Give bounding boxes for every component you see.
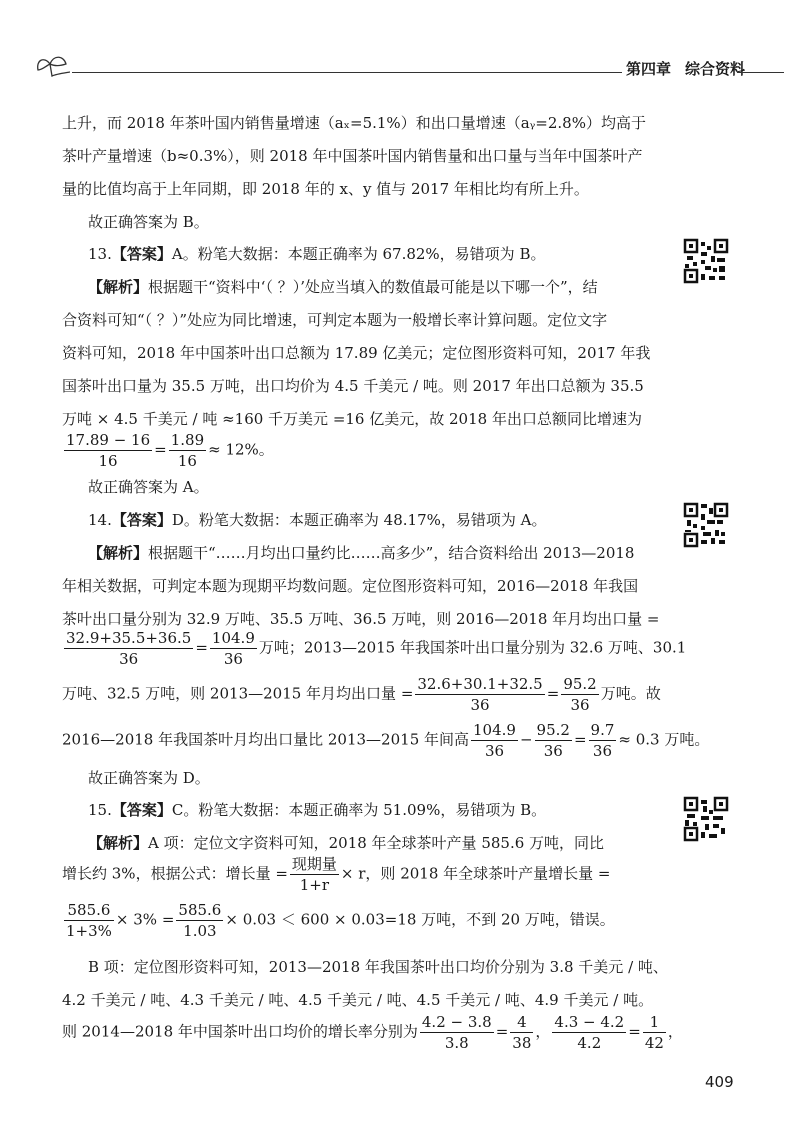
q-number: 13.	[88, 245, 112, 263]
denominator: 36	[592, 742, 612, 760]
numerator: 9.7	[590, 721, 615, 739]
numerator: 95.2	[563, 675, 597, 693]
text: × r，则 2018 年全球茶叶产量增长量 =	[340, 864, 611, 883]
text-line: B 项：定位图形资料可知，2013—2018 年我国茶叶出口均价分别为 3.8 千美元 / 吨、	[88, 958, 668, 976]
chapter-label: 第四章	[626, 60, 672, 78]
denominator: 36	[119, 650, 139, 668]
text-line: 资料可知，2018 年中国茶叶出口总额为 17.89 亿美元；定位图形资料可知，2017 年我	[62, 344, 651, 362]
text: 根据题干“……月均出口量约比……高多少”，结合资料给出 2013—2018	[148, 544, 635, 562]
text: A 项：定位文字资料可知，2018 年全球茶叶产量 585.6 万吨，同比	[148, 834, 605, 852]
formula-line	[62, 900, 615, 941]
separator: ，	[667, 1022, 683, 1041]
denominator: 1+3%	[66, 922, 112, 940]
numerator: 104.9	[211, 629, 255, 647]
q-number: 14.	[88, 511, 112, 529]
text: 万吨、32.5 万吨，则 2013—2015 年月均出口量 =	[62, 684, 414, 703]
denominator: 36	[570, 696, 590, 714]
chapter-title	[626, 58, 759, 79]
text: × 0.03 ＜ 600 × 0.03=18 万吨，不到 20 万吨，错误。	[225, 910, 615, 929]
text-line: 上升，而 2018 年茶叶国内销售量增速（aₓ=5.1%）和出口量增速（aᵧ=2.8%）均高于	[62, 114, 646, 132]
text: 2016—2018 年我国茶叶月均出口量比 2013—2015 年间高	[62, 730, 470, 749]
text-line: 年相关数据，可判定本题为现期平均数问题。定位图形资料可知，2016—2018 年我国	[62, 577, 639, 595]
text-line: 国茶叶出口量为 35.5 万吨，出口均价为 4.5 千美元 / 吨。则 2017 年出口总额为 35.5	[62, 377, 644, 395]
text: 增长约 3%，根据公式：增长量 =	[62, 864, 288, 883]
q15-answer	[88, 799, 546, 821]
header-rule-right	[737, 72, 784, 73]
fraction	[643, 1012, 666, 1053]
fraction	[169, 430, 206, 471]
answer-text: D。粉笔大数据：本题正确率为 48.17%，易错项为 A。	[171, 511, 547, 529]
equals: =	[154, 440, 167, 459]
numerator: 4.2 − 3.8	[421, 1013, 492, 1031]
result: ≈ 12%。	[208, 440, 274, 459]
formula-line: 则 2014—2018 年中国茶叶出口均价的增长率分别为 $\frac{4.2 - 3.8}{3.8}$ = $\frac{4}{38}$ ， $\frac{4.3 - 4.2}{4.2}$ = $\frac{1}{42}$ ，	[62, 1013, 683, 1052]
qr-code-icon	[683, 796, 729, 842]
q-number: 15.	[88, 801, 112, 819]
numerator: 现期量	[291, 855, 337, 873]
qr-code[interactable]	[683, 502, 729, 548]
formula-line	[62, 854, 610, 895]
section-label: 综合资料	[685, 60, 746, 78]
numerator: 1.89	[170, 431, 205, 449]
separator: ，	[535, 1022, 551, 1041]
text-line: 茶叶出口量分别为 32.9 万吨、35.5 万吨、36.5 万吨，则 2016—2018 年月均出口量 =	[62, 610, 660, 628]
fraction	[561, 674, 598, 715]
denominator: 36	[223, 650, 243, 668]
qr-code-icon	[683, 502, 729, 548]
fraction	[589, 720, 617, 761]
qr-code-icon	[683, 238, 729, 284]
denominator: 3.8	[444, 1034, 469, 1052]
text-line: 4.2 千美元 / 吨、4.3 千美元 / 吨、4.5 千美元 / 吨、4.5 千美元 / 吨、4.9 千美元 / 吨。	[62, 991, 654, 1009]
answer-tag: 【答案】	[111, 511, 172, 529]
conclusion: 故正确答案为 B。	[88, 213, 209, 231]
q13-answer	[88, 243, 545, 265]
denominator: 1.03	[183, 922, 217, 940]
fraction	[415, 674, 544, 715]
answer-tag: 【答案】	[111, 245, 172, 263]
page-number: 409	[705, 1073, 734, 1091]
formula-line: $\frac{32.9+35.5+36.5}{36}$ = $\frac{104.9}{36}$ 万吨；2013—2015 年我国茶叶出口量分别为 32.6 万吨、30.1	[66, 629, 687, 668]
text: 则 2014—2018 年中国茶叶出口均价的增长率分别为	[62, 1022, 418, 1041]
text-line: 合资料可知“（ ？）”处应为同比增速，可判定本题为一般增长率计算问题。定位文字	[62, 311, 608, 329]
fraction	[64, 430, 152, 471]
header-rule	[72, 72, 622, 73]
qr-code[interactable]	[683, 796, 729, 842]
analysis-tag: 【解析】	[88, 278, 149, 296]
q14-analysis	[88, 542, 634, 564]
answer-text: C。粉笔大数据：本题正确率为 51.09%，易错项为 B。	[171, 801, 547, 819]
numerator: 32.9+35.5+36.5	[66, 629, 192, 647]
fraction	[510, 1012, 533, 1053]
denominator: 16	[177, 452, 197, 470]
numerator: 4.3 − 4.2	[554, 1013, 625, 1031]
numerator: 1	[643, 1012, 666, 1033]
answer-text: A。粉笔大数据：本题正确率为 67.82%，易错项为 B。	[171, 245, 546, 263]
text-line: 万吨 × 4.5 千美元 / 吨 ≈160 千万美元 =16 亿美元，故 2018 年出口总额同比增速为	[62, 410, 642, 428]
denominator: 42	[644, 1034, 664, 1052]
numerator: 32.6+30.1+32.5	[417, 675, 543, 693]
page-header	[34, 52, 784, 92]
numerator: 17.89 − 16	[66, 431, 151, 449]
denominator: 16	[98, 452, 118, 470]
text-line: 量的比值均高于上年同期，即 2018 年的 x、y 值与 2017 年相比均有所上升。	[62, 180, 589, 198]
numerator: 4	[510, 1012, 533, 1033]
fraction	[290, 854, 339, 895]
conclusion: 故正确答案为 D。	[88, 769, 210, 787]
fraction	[552, 1012, 626, 1053]
denominator: 36	[543, 742, 563, 760]
formula-line: 万吨、32.5 万吨，则 2013—2015 年月均出口量 = $\frac{32.6+30.1+32.5}{36}$ = $\frac{95.2}{36}$ 万吨。故	[62, 675, 661, 714]
leaf-icon	[34, 52, 70, 82]
formula-line	[62, 430, 274, 471]
q14-answer	[88, 509, 546, 531]
numerator: 104.9	[473, 721, 516, 739]
fraction	[64, 900, 114, 941]
numerator: 585.6	[64, 900, 114, 921]
text: × 3% =	[115, 910, 175, 929]
fraction	[64, 628, 193, 669]
q13-analysis	[88, 276, 598, 298]
denominator: 38	[512, 1034, 532, 1052]
denominator: 4.2	[577, 1034, 602, 1052]
denominator: 1+r	[299, 876, 330, 894]
text-line: 茶叶产量增速（b≈0.3%），则 2018 年中国茶叶国内销售量和出口量与当年中国茶叶产	[62, 147, 643, 165]
fraction	[471, 720, 518, 761]
numerator: 95.2	[536, 721, 570, 739]
numerator: 585.6	[178, 901, 222, 919]
formula-line: 2016—2018 年我国茶叶月均出口量比 2013—2015 年间高 $\frac{104.9}{36}$ − $\frac{95.2}{36}$ = $\frac{9.7}{36}$ ≈ 0.3 万吨。	[62, 721, 710, 760]
fraction	[420, 1012, 494, 1053]
analysis-tag: 【解析】	[88, 834, 149, 852]
minus: −	[519, 730, 533, 749]
denominator: 36	[470, 696, 490, 714]
conclusion: 故正确答案为 A。	[88, 478, 209, 496]
answer-tag: 【答案】	[111, 801, 172, 819]
fraction	[176, 900, 223, 941]
fraction	[210, 628, 257, 669]
analysis-tag: 【解析】	[88, 544, 149, 562]
denominator: 36	[484, 742, 505, 760]
text: 根据题干“资料中‘（ ？）’处应当填入的数值最可能是以下哪一个”，结	[148, 278, 598, 296]
text: 万吨；2013—2015 年我国茶叶出口量分别为 32.6 万吨、30.1	[258, 638, 687, 657]
fraction	[535, 720, 572, 761]
q15-analysis	[88, 832, 604, 854]
text: 万吨。故	[600, 684, 661, 703]
qr-code[interactable]	[683, 238, 729, 284]
text: ≈ 0.3 万吨。	[618, 730, 710, 749]
